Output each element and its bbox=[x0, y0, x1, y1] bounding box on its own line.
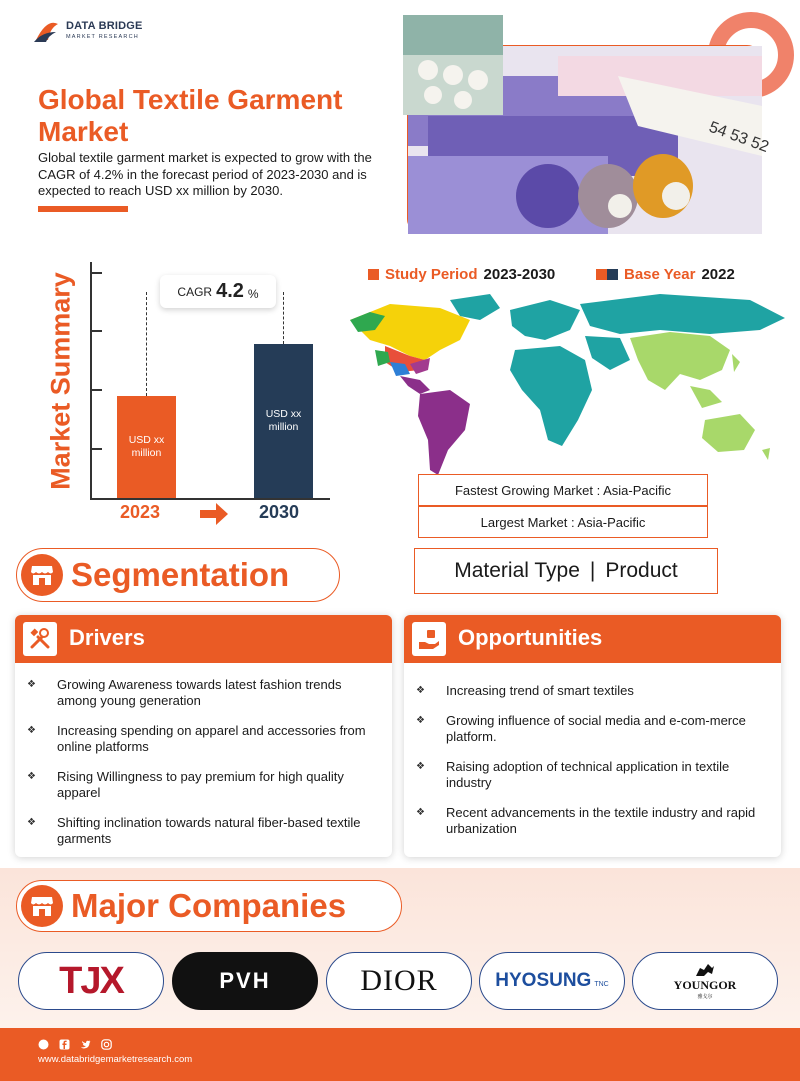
study-period-value: 2023-2030 bbox=[483, 266, 556, 283]
horse-icon bbox=[694, 962, 716, 978]
map-north-america bbox=[350, 304, 470, 360]
opportunities-card bbox=[404, 615, 781, 857]
bar-2030-label: USD xx million bbox=[265, 408, 302, 433]
y-tick bbox=[92, 330, 102, 332]
bar-2030 bbox=[254, 344, 313, 498]
brand-logo-icon bbox=[32, 14, 62, 44]
hand-coin-icon bbox=[412, 622, 446, 656]
brand-name: DATA BRIDGE bbox=[66, 20, 143, 32]
brand-logo bbox=[32, 14, 152, 48]
market-summary-text: Market Summary bbox=[45, 271, 76, 490]
segment-product: Product bbox=[605, 559, 678, 582]
market-summary-label bbox=[46, 258, 76, 503]
list-item: ❖ Shifting inclination towards natural fiber-based textile garments bbox=[27, 815, 361, 846]
header-photo-spools bbox=[400, 12, 500, 112]
twitter-icon[interactable] bbox=[80, 1037, 91, 1048]
base-year-label: Base Year bbox=[624, 266, 696, 283]
company-logo-pvh: PVH bbox=[172, 952, 318, 1010]
website-link[interactable]: www.databridgemarketresearch.com bbox=[38, 1054, 193, 1065]
social-links bbox=[38, 1037, 112, 1048]
fastest-growing-market: Fastest Growing Market : Asia-Pacific bbox=[418, 474, 708, 506]
company-logo-tjx: TJX bbox=[18, 952, 164, 1010]
y-tick bbox=[92, 389, 102, 391]
cagr-label: CAGR bbox=[177, 284, 213, 299]
diamond-bullet-icon: ❖ bbox=[27, 817, 36, 828]
map-russia bbox=[580, 294, 785, 334]
facebook-icon[interactable] bbox=[59, 1037, 70, 1048]
segment-separator: | bbox=[589, 559, 596, 582]
list-item: ❖ Growing influence of social media and e-com-merce platform. bbox=[416, 713, 746, 744]
cagr-badge bbox=[160, 275, 276, 308]
map-africa bbox=[510, 346, 592, 446]
diamond-bullet-icon: ❖ bbox=[416, 807, 425, 818]
opportunities-list bbox=[412, 683, 772, 851]
diamond-bullet-icon: ❖ bbox=[27, 771, 36, 782]
map-australia bbox=[702, 414, 755, 452]
instagram-icon[interactable] bbox=[101, 1037, 112, 1048]
study-period-label: Study Period bbox=[385, 266, 478, 283]
map-europe bbox=[510, 300, 580, 340]
opportunities-title: Opportunities bbox=[458, 625, 603, 650]
chart-x-axis bbox=[90, 498, 330, 500]
diamond-bullet-icon: ❖ bbox=[27, 725, 36, 736]
list-item: ❖ Increasing spending on apparel and accessories from online platforms bbox=[27, 723, 366, 754]
store-icon bbox=[21, 554, 63, 596]
diamond-bullet-icon: ❖ bbox=[416, 761, 425, 772]
drivers-list bbox=[23, 677, 383, 861]
largest-market: Largest Market : Asia-Pacific bbox=[418, 506, 708, 538]
legend-study-period bbox=[368, 266, 555, 283]
bar-2023-label: USD xx million bbox=[128, 434, 165, 459]
cagr-dash-left bbox=[146, 292, 147, 396]
segment-material-type: Material Type bbox=[454, 559, 580, 582]
brand-tagline: MARKET RESEARCH bbox=[66, 34, 139, 40]
segmentation-header bbox=[16, 548, 340, 602]
world-map bbox=[330, 290, 800, 480]
map-south-america bbox=[418, 390, 470, 475]
map-asia-pacific bbox=[630, 332, 730, 390]
opportunities-card-header bbox=[404, 615, 781, 663]
base-year-value: 2022 bbox=[701, 266, 735, 283]
cagr-dash-right bbox=[283, 292, 284, 344]
company-logo-youngor: YOUNGOR 雅戈尔 bbox=[632, 952, 778, 1010]
list-item: ❖ Increasing trend of smart textiles bbox=[416, 683, 634, 698]
page-description: Global textile garment market is expected to grow with the CAGR of 4.2% in the forecast period of 2023-2030 and is expected to reach USD xx million by 2030. bbox=[38, 150, 372, 198]
drivers-card bbox=[15, 615, 392, 857]
store-icon bbox=[21, 885, 63, 927]
spools-illustration bbox=[403, 15, 503, 115]
page-title: Global Textile Garment Market bbox=[38, 84, 343, 147]
bar-2023 bbox=[117, 396, 176, 498]
legend-swatch-orange bbox=[368, 269, 379, 280]
tools-icon bbox=[23, 622, 57, 656]
legend-base-year bbox=[596, 266, 735, 283]
drivers-card-header bbox=[15, 615, 392, 663]
diamond-bullet-icon: ❖ bbox=[27, 679, 36, 690]
major-companies-title: Major Companies bbox=[71, 887, 347, 924]
list-item: ❖ Rising Willingness to pay premium for high quality apparel bbox=[27, 769, 344, 800]
segmentation-title: Segmentation bbox=[71, 556, 290, 593]
segmentation-list bbox=[414, 548, 718, 594]
y-tick bbox=[92, 448, 102, 450]
company-logo-dior: DIOR bbox=[326, 952, 472, 1010]
svg-text:54 53 52: 54 53 52 bbox=[706, 118, 771, 157]
list-item: ❖ Growing Awareness towards latest fashion trends among young generation bbox=[27, 677, 342, 708]
cagr-value: 4.2 bbox=[216, 280, 244, 302]
cagr-unit: % bbox=[247, 286, 259, 301]
major-companies-header bbox=[16, 880, 402, 932]
arrow-right-icon bbox=[200, 503, 228, 525]
list-item: ❖ Raising adoption of technical application in textile industry bbox=[416, 759, 730, 790]
diamond-bullet-icon: ❖ bbox=[416, 685, 425, 696]
list-item: ❖ Recent advancements in the textile industry and rapid urbanization bbox=[416, 805, 756, 836]
chart-y-axis bbox=[90, 262, 92, 500]
title-underline bbox=[38, 206, 128, 212]
drivers-title: Drivers bbox=[69, 625, 145, 650]
whatsapp-icon[interactable] bbox=[38, 1037, 49, 1048]
x-label-2023: 2023 bbox=[120, 502, 161, 522]
diamond-bullet-icon: ❖ bbox=[416, 715, 425, 726]
company-logo-hyosung: HYOSUNG TNC bbox=[479, 952, 625, 1010]
legend-swatch-dual bbox=[596, 269, 618, 280]
x-label-2030: 2030 bbox=[259, 502, 300, 522]
y-tick bbox=[92, 272, 102, 274]
